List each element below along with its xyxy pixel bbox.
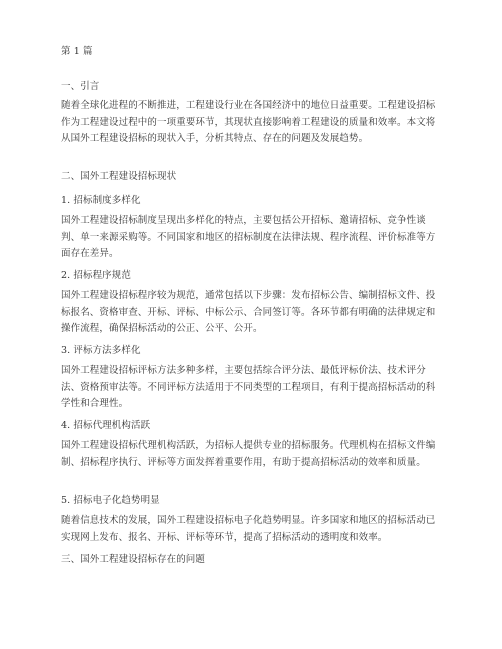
item-body-5: 随着信息技术的发展，国外工程建设招标电子化趋势明显。许多国家和地区的招标活动已实现网上发布、报名、开标、评标等环节，提高了招标活动的透明度和效率。 [61, 515, 436, 543]
item-body-4: 国外工程建设招标代理机构活跃，为招标人提供专业的招标服务。代理机构在招标文件编制、招标程序执行、评标等方面发挥着重要作用，有助于提高招标活动的效率和质量。 [61, 440, 436, 468]
item-body-2: 国外工程建设招标程序较为规范，通常包括以下步骤：发布招标公告、编制招标文件、投标报名、资格审查、开标、评标、中标公示、合同签订等。各环节都有明确的法律规定和操作流程，确保招标活动的公正、公平、公开。 [61, 290, 436, 334]
item-heading-3: 3. 评标方法多样化 [61, 345, 141, 356]
section-heading-current-status: 二、国外工程建设招标现状 [61, 171, 177, 182]
intro-paragraph: 随着全球化进程的不断推进，工程建设行业在各国经济中的地位日益重要。工程建设招标作为工程建设过程中的一项重要环节，其现状直接影响着工程建设的质量和效率。本文将从国外工程建设招标的现状入手，分析其特点、存在的问题及发展趋势。 [61, 100, 436, 144]
item-heading-4: 4. 招标代理机构活跃 [61, 420, 151, 431]
item-body-1: 国外工程建设招标制度呈现出多样化的特点，主要包括公开招标、邀请招标、竞争性谈判、单一来源采购等。不同国家和地区的招标制度在法律法规、程序流程、评价标准等方面存在差异。 [61, 215, 436, 259]
section-heading-problems: 三、国外工程建设招标存在的问题 [61, 554, 206, 565]
item-heading-2: 2. 招标程序规范 [61, 270, 131, 281]
item-body-3: 国外工程建设招标评标方法多种多样，主要包括综合评分法、最低评标价法、技术评分法、资格预审法等。不同评标方法适用于不同类型的工程项目，有利于提高招标活动的科学性和合理性。 [61, 365, 436, 409]
item-heading-1: 1. 招标制度多样化 [61, 195, 141, 206]
section-heading-introduction: 一、引言 [61, 81, 100, 92]
part-title: 第 1 篇 [61, 46, 93, 57]
item-heading-5: 5. 招标电子化趋势明显 [61, 495, 160, 506]
